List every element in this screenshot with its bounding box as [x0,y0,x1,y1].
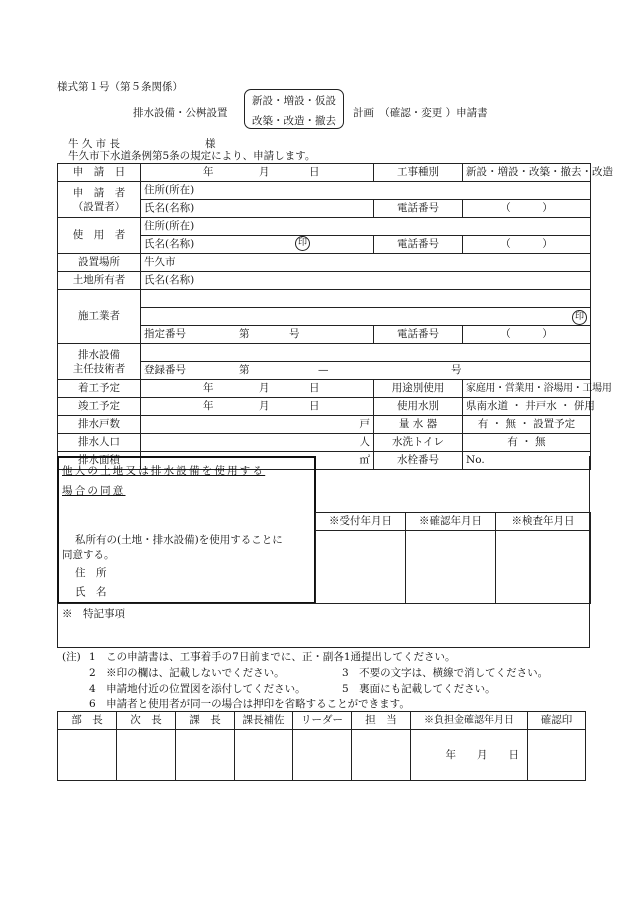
user-phone[interactable]: （ ） [463,236,591,254]
note-5: 5 裏面にも記載してください。 [342,683,496,695]
registration-number[interactable]: 登録番号 第 — 号 [141,362,591,380]
approval-header-kacho: 課 長 [176,712,235,730]
consent-name[interactable]: 氏 名 [75,586,107,598]
landowner-field[interactable]: 氏名(名称) [141,272,591,290]
note-1: 1 この申請書は、工事着手の7日前までに、正・副各1通提出してください。 [89,651,456,663]
approval-cell [58,730,117,781]
designation-number[interactable]: 指定番号 第 号 [141,326,374,344]
approval-cell [117,730,176,781]
main-table: 申 請 日 年 月 日 工事種別 新設・増設・改築・撤去・改造 申 請 者 （設置者） 住所(所在) 氏名(名称) 電話番号 （ ） 使 用 者 住所(所在) 氏名(名称) 印 電話番号 （ ） 設置場所 牛久市 土地所有者 氏名(名称) 施工業者 印 指定番号 第 号 電話番号 （ ） 排水設備 主任技術者 登録番号 第 — 号 着工予定 年 月 日 用途別使用 家庭用・営業用・浴場用・工場用 竣工予定 年 月 日 使用水別 県南水道 ・ 井戸水 ・ 併用 排水戸数 戸 量 水 器 有 ・ 無 ・ 設置予定 排水人口 人 水洗トイレ 有 ・ 無 排水面積 ㎡ 水栓番号 No. [57,163,591,470]
special-notes-box[interactable] [57,603,590,648]
options-bottom: 改築・改造・撤去 [252,115,336,127]
addressee: 牛 久 市 長 [68,138,121,150]
note-4: 4 申請地付近の位置図を添付してください。 [89,683,306,695]
contractor-phone[interactable]: （ ） [463,326,591,344]
approval-cell [352,730,411,781]
toilet-options[interactable]: 有 ・ 無 [463,434,591,452]
received-date-header: ※受付年月日 [316,513,406,531]
applicant-label: 申 請 者 （設置者） [58,182,141,218]
applicant-address[interactable]: 住所(所在) [141,182,591,200]
seal-icon: 印 [572,310,587,325]
confirmed-date-header: ※確認年月日 [406,513,496,531]
consent-body-1: 私所有の(土地・排水設備)を使用することに [75,534,283,546]
approval-header-jicho: 次 長 [117,712,176,730]
households-field[interactable]: 戸 [141,416,374,434]
seal-icon: 印 [295,236,310,251]
contractor-name[interactable] [141,308,591,326]
location-field[interactable]: 牛久市 [141,254,591,272]
consent-title-1: 他人の土地又は排水設備を使用する [62,465,266,477]
approval-header-leader: リーダー [293,712,352,730]
tech-label: 排水設備 主任技術者 [58,344,141,380]
fee-date-cell: 年 月 日 [411,730,528,781]
work-type-options[interactable]: 新設・増設・改築・撤去・改造 [463,164,591,182]
hydrant-field[interactable]: No. [463,452,591,470]
end-date[interactable]: 年 月 日 [141,398,374,416]
approval-table [57,711,586,781]
applicant-phone[interactable]: （ ） [463,200,591,218]
user-name[interactable]: 氏名(名称) 印 [141,236,374,254]
honorific: 様 [205,138,216,150]
consent-body-2: 同意する。 [62,549,115,561]
tech-name[interactable] [141,344,591,362]
user-address[interactable]: 住所(所在) [141,218,591,236]
special-notes-label: ※ 特記事項 [62,608,125,620]
note-3: 3 不要の文字は、横線で消してください。 [342,667,549,679]
inspected-date-cell [496,531,591,604]
consent-box [57,456,316,604]
approval-header-bucho: 部 長 [58,712,117,730]
approval-header-seal: 確認印 [528,712,586,730]
area-field[interactable]: ㎡ [141,452,374,470]
office-table [315,512,591,604]
intro-text: 牛久市下水道条例第5条の規定により、申請します。 [68,150,316,162]
approval-header-tanto: 担 当 [352,712,411,730]
consent-address[interactable]: 住 所 [75,567,107,579]
water-type-options[interactable]: 県南水道 ・ 井戸水 ・ 併用 [463,398,591,416]
contractor-label: 施工業者 [58,290,141,344]
form-number: 様式第１号（第５条関係） [57,81,183,93]
approval-cell [293,730,352,781]
title-right: 計画 （確認・変更 ）申請書 [353,107,488,119]
usage-options[interactable]: 家庭用・営業用・浴場用・工場用 [463,380,591,398]
note-2: 2 ※印の欄は、記載しないでください。 [89,667,285,679]
user-label: 使 用 者 [58,218,141,254]
notes-prefix: (注) [62,651,81,663]
contractor-address[interactable] [141,290,591,308]
options-top: 新設・増設・仮設 [252,95,336,107]
start-date[interactable]: 年 月 日 [141,380,374,398]
meter-options[interactable]: 有 ・ 無 ・ 設置予定 [463,416,591,434]
approval-cell [176,730,235,781]
received-date-cell [316,531,406,604]
title-left: 排水設備・公桝設置 [133,107,228,119]
approval-header-fee-date: ※負担金確認年月日 [411,712,528,730]
apply-date-field[interactable]: 年 月 日 [141,164,374,182]
approval-cell [235,730,293,781]
consent-title-2: 場合の同意 [62,485,126,497]
confirmed-date-cell [406,531,496,604]
inspected-date-header: ※検査年月日 [496,513,591,531]
note-6: 6 申請者と使用者が同一の場合は押印を省略することができます。 [89,698,410,710]
row-apply-date: 申 請 日 年 月 日 工事種別 新設・増設・改築・撤去・改造 [58,164,591,182]
approval-cell [528,730,586,781]
approval-header-hosa: 課長補佐 [235,712,293,730]
applicant-name[interactable]: 氏名(名称) [141,200,374,218]
population-field[interactable]: 人 [141,434,374,452]
